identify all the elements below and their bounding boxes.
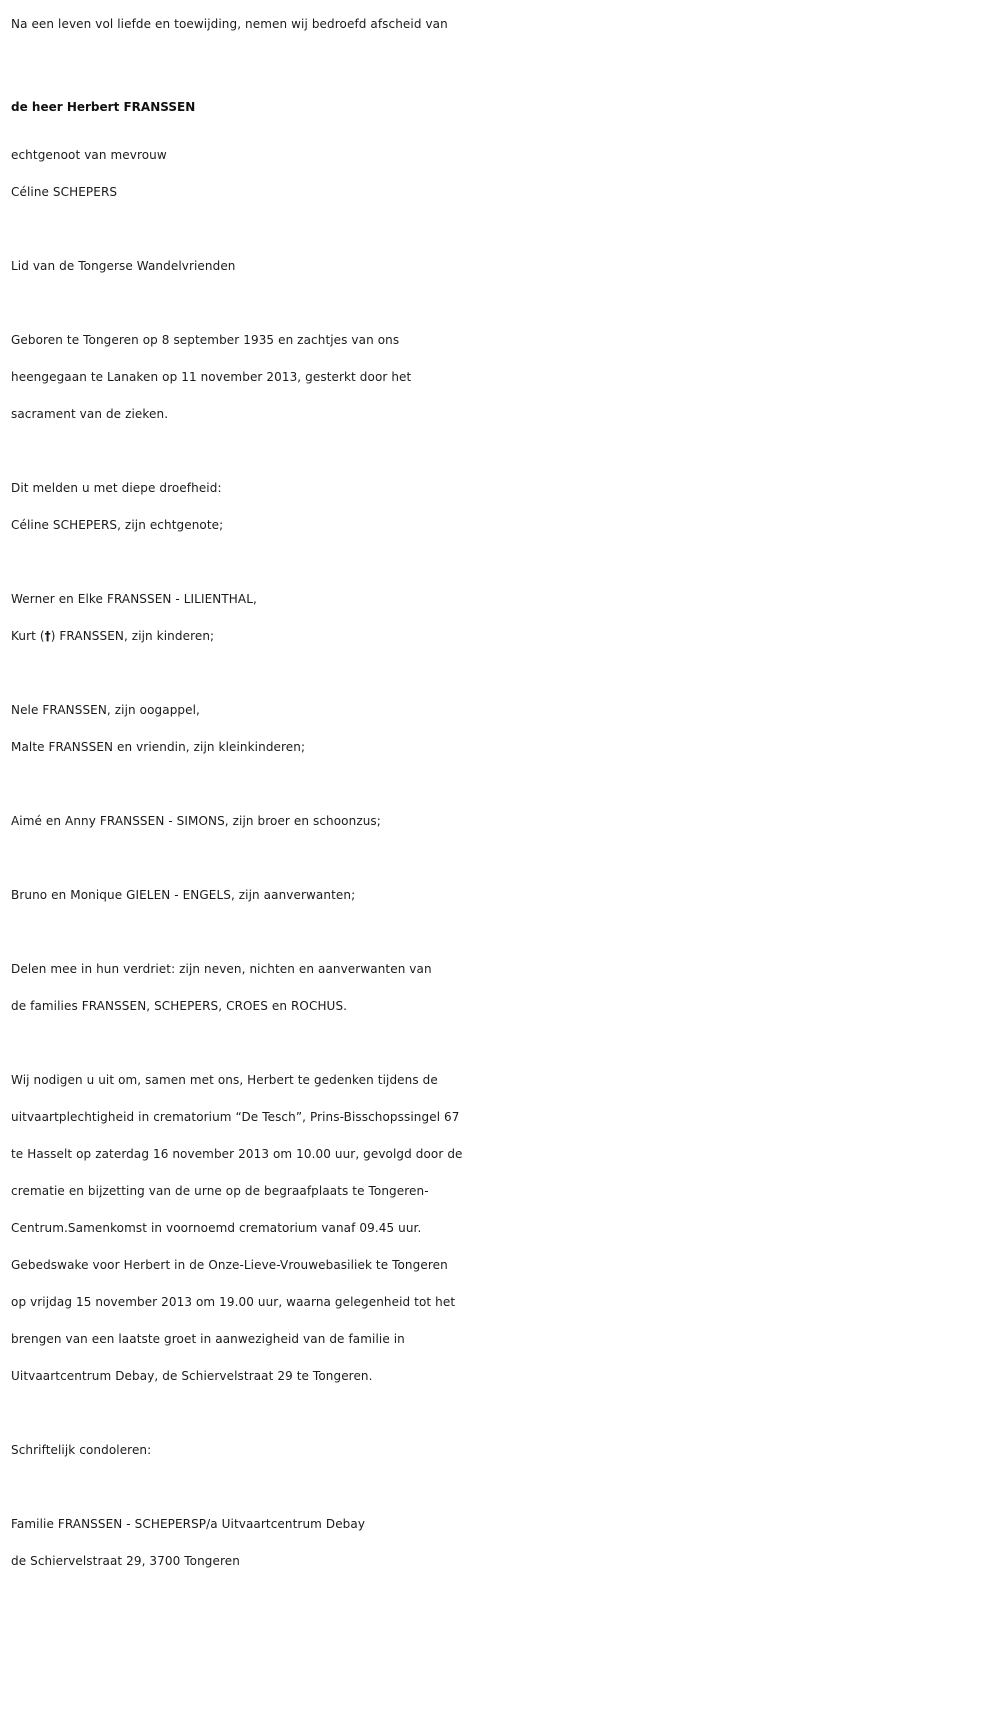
- announce-wife: Céline SCHEPERS, zijn echtgenote;: [11, 518, 224, 532]
- children-line-2-end: ) FRANSSEN, zijn kinderen;: [50, 629, 215, 643]
- relatives-text: Bruno en Monique GIELEN - ENGELS, zijn aanverwanten;: [11, 888, 356, 902]
- deceased-name: de heer Herbert FRANSSEN: [11, 100, 196, 114]
- condolence-address-1: Familie FRANSSEN - SCHEPERSP/a Uitvaartcentrum Debay: [11, 1517, 366, 1531]
- condolence-label: Schriftelijk condoleren:: [11, 1443, 152, 1457]
- spacer: [11, 433, 996, 470]
- ceremony-line-4: crematie en bijzetting van de urne op de begraafplaats te Tongeren-: [11, 1184, 429, 1198]
- share-line-2: de families FRANSSEN, SCHEPERS, CROES en ROCHUS.: [11, 999, 348, 1013]
- announce-intro: Dit melden u met diepe droefheid:: [11, 481, 222, 495]
- spacer: [11, 1469, 996, 1506]
- spacer: [11, 766, 996, 803]
- cross-icon: †: [44, 629, 51, 643]
- ceremony-line-9: Uitvaartcentrum Debay, de Schiervelstraat 29 te Tongeren.: [11, 1369, 373, 1383]
- spacer: [11, 914, 996, 951]
- share-line-1: Delen mee in hun verdriet: zijn neven, nichten en aanverwanten van: [11, 962, 432, 976]
- spacer: [11, 1395, 996, 1432]
- spacer: [11, 285, 996, 322]
- spacer: [11, 655, 996, 692]
- children-line-2-start: Kurt (: [11, 629, 45, 643]
- children-line-1: Werner en Elke FRANSSEN - LILIENTHAL,: [11, 592, 257, 606]
- condolence-address-2: de Schiervelstraat 29, 3700 Tongeren: [11, 1554, 240, 1568]
- spouse-line-1: echtgenoot van mevrouw: [11, 148, 167, 162]
- intro-text: Na een leven vol liefde en toewijding, nemen wij bedroefd afscheid van: [11, 17, 448, 31]
- birth-line-2: heengegaan te Lanaken op 11 november 2013, gesterkt door het: [11, 370, 412, 384]
- obituary-notice: [11, 0, 996, 1580]
- membership-text: Lid van de Tongerse Wandelvrienden: [11, 259, 236, 273]
- ceremony-line-8: brengen van een laatste groet in aanwezigheid van de familie in: [11, 1332, 405, 1346]
- ceremony-line-2: uitvaartplechtigheid in crematorium “De Tesch”, Prins-Bisschopssingel 67: [11, 1110, 460, 1124]
- ceremony-line-7: op vrijdag 15 november 2013 om 19.00 uur, waarna gelegenheid tot het: [11, 1295, 456, 1309]
- spouse-line-2: Céline SCHEPERS: [11, 185, 118, 199]
- birth-line-3: sacrament van de zieken.: [11, 407, 169, 421]
- spacer: [11, 1025, 996, 1062]
- spacer: [11, 211, 996, 248]
- siblings-text: Aimé en Anny FRANSSEN - SIMONS, zijn broer en schoonzus;: [11, 814, 381, 828]
- spacer: [11, 544, 996, 581]
- ceremony-line-5: Centrum.Samenkomst in voornoemd crematorium vanaf 09.45 uur.: [11, 1221, 422, 1235]
- ceremony-line-3: te Hasselt op zaterdag 16 november 2013 om 10.00 uur, gevolgd door de: [11, 1147, 463, 1161]
- grandchildren-line-2: Malte FRANSSEN en vriendin, zijn kleinkinderen;: [11, 740, 306, 754]
- spacer: [11, 840, 996, 877]
- children-line-2: [11, 618, 996, 655]
- ceremony-line-1: Wij nodigen u uit om, samen met ons, Herbert te gedenken tijdens de: [11, 1073, 438, 1087]
- ceremony-line-6: Gebedswake voor Herbert in de Onze-Lieve-Vrouwebasiliek te Tongeren: [11, 1258, 448, 1272]
- birth-line-1: Geboren te Tongeren op 8 september 1935 en zachtjes van ons: [11, 333, 400, 347]
- grandchildren-line-1: Nele FRANSSEN, zijn oogappel,: [11, 703, 200, 717]
